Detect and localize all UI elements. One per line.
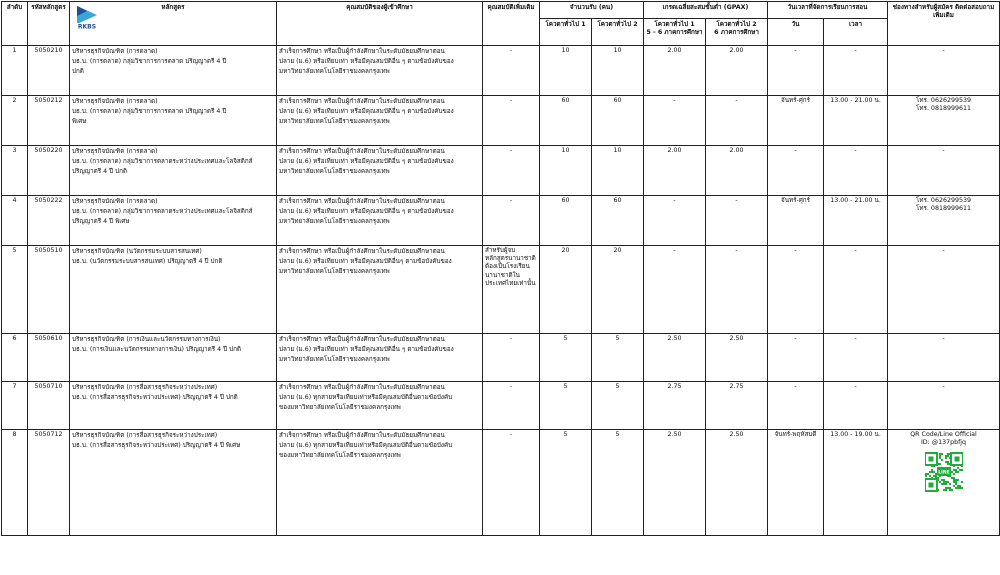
extra-qualification-line: - [509,47,513,54]
rkbs-logo-icon [73,4,101,30]
qualification-line: สำเร็จการศึกษา หรือเป็นผู้กำลังศึกษาในระดับมัธยมศึกษาตอน [279,384,445,391]
qualification-line: มหาวิทยาลัยเทคโนโลยีราชมงคลกรุงเทพ [279,356,390,364]
qualification-line: สำเร็จการศึกษา หรือเป็นผู้กำลังศึกษาในระดับมัธยมศึกษาตอน [279,198,445,205]
program-line: บธ.บ. (นวัตกรรมระบบสารสนเทศ) ปริญญาตรี 4 ปี ปกติ [72,258,223,266]
contact-line: - [942,47,945,54]
row-program-cell [70,146,277,196]
row-code-cell [28,96,70,146]
qualification-line: ของมหาวิทยาลัยเทคโนโลยีราชมงคลกรุงเทพ [279,404,401,412]
program-line: บธ.บ. (การตลาด) กลุ่มวิชาการการตลาด ปริญญาตรี 4 ปี [72,58,227,66]
row-program-cell [70,246,277,334]
qualification-line: สำเร็จการศึกษา หรือเป็นผู้กำลังศึกษาในระดับมัธยมศึกษาตอน [279,248,445,255]
row-seats-quota2-cell [592,46,644,96]
program-line: บริหารธุรกิจบัณฑิต (การตลาด) [72,98,158,105]
extra-qualification-line: - [509,147,513,154]
row-extra-cell [483,146,540,196]
contact-line: - [942,147,945,154]
exam-time: - [854,247,857,254]
row-extra-cell [483,196,540,246]
logo-text: RKBS [77,23,97,30]
row-extra-cell [483,430,540,536]
qualification-line: ปลาย (ม.6) หรือเทียบเท่า หรือมีคุณสมบัติอื่น ๆ ตามข้อบังคับของ [279,346,454,354]
row-program-cell [70,196,277,246]
row-seats-quota1-cell [540,196,592,246]
row-number: 6 [12,335,17,342]
row-gpax-quota2-cell [706,196,768,246]
exam-day: จันทร์-ศุกร์ [781,197,811,204]
program-line: บธ.บ. (การตลาด) กลุ่มวิชาการตลาดระหว่างประเทศและโลจิสติกส์ [72,208,253,216]
row-gpax-quota1-cell [644,46,706,96]
qualification-line: มหาวิทยาลัยเทคโนโลยีราชมงคลกรุงเทพ [279,268,390,276]
program-code: 5050210 [34,47,63,54]
gpax-quota2: - [735,97,738,104]
row-program-cell [70,96,277,146]
row-qualification-cell [277,96,483,146]
contact-line: โทร. 0818999611 [916,205,971,213]
exam-day: - [794,147,797,154]
program-code: 5050712 [34,431,63,438]
seats-quota2: 5 [615,383,620,390]
row-code-cell [28,246,70,334]
program-code: 5050510 [34,247,63,254]
row-contact-cell [888,96,1000,146]
header-exam-day: วัน [768,19,824,46]
row-gpax-quota2-cell [706,382,768,430]
row-no-cell [2,46,28,96]
exam-day: - [794,335,797,342]
row-no-cell [2,430,28,536]
gpax-quota1: - [673,97,676,104]
seats-quota1: 10 [561,47,570,54]
row-exam-day-cell [768,46,824,96]
row-gpax-quota2-cell [706,334,768,382]
gpax-quota2: - [735,247,738,254]
seats-quota2: 10 [613,147,622,154]
seats-quota1: 60 [561,97,570,104]
seats-quota2: 60 [613,197,622,204]
gpax-quota2: 2.75 [729,383,744,390]
header-gpax-quota1-sub: 5 - 6 ภาคการศึกษา [646,29,703,37]
seats-quota1: 60 [561,197,570,204]
row-gpax-quota1-cell [644,246,706,334]
program-line: พิเศษ [72,118,87,126]
program-line: บริหารธุรกิจบัณฑิต (การตลาด) [72,148,158,155]
header-seats-quota1: โควตาทั่วไป 1 [540,19,592,46]
line-badge-text: LINE [937,470,950,476]
qualification-line: ปลาย (ม.6) หรือเทียบเท่า หรือมีคุณสมบัติอื่น ๆ ตามข้อบังคับของ [279,58,454,66]
row-gpax-quota1-cell [644,382,706,430]
seats-quota1: 20 [561,247,570,254]
row-exam-time-cell [824,196,888,246]
qualification-line: ปลาย (ม.6) ทุกสายหรือเทียบเท่าหรือมีคุณสมบัติอื่นตามข้อบังคับ [279,442,453,450]
seats-quota2: 60 [613,97,622,104]
extra-qualification-line: นานาชาติใน [485,271,520,279]
extra-qualification-line: สำหรับผู้จบ [485,247,516,254]
row-exam-day-cell [768,382,824,430]
table-row [2,196,1000,246]
header-contact: ช่องทางสำหรับผู้สมัคร ติดต่อสอบถามเพิ่มเติม [888,2,1000,46]
seats-quota2: 20 [613,247,622,254]
program-code: 5050220 [34,147,63,154]
header-extra-qualification: คุณสมบัติเพิ่มเติม [483,2,540,46]
header-exam: วันเวลาที่จัดการเรียนการสอน [768,2,888,19]
row-qualification-cell [277,46,483,96]
exam-day: จันทร์-พฤหัสบดี [774,431,817,438]
row-contact-cell [888,46,1000,96]
program-line: บริหารธุรกิจบัณฑิต (นวัตกรรมระบบสารสนเทศ) [72,248,202,255]
row-exam-time-cell [824,96,888,146]
row-number: 8 [12,431,17,438]
row-no-cell [2,96,28,146]
exam-time: - [854,147,857,154]
extra-qualification-line: ประเทศไทยเท่านั้น [485,279,536,287]
row-number: 5 [12,247,17,254]
contact-line: โทร. 0818999611 [916,105,971,113]
header-qualification: คุณสมบัติของผู้เข้าศึกษา [277,2,483,46]
program-code: 5050222 [34,197,63,204]
gpax-quota2: 2.00 [729,147,744,154]
row-contact-cell [888,196,1000,246]
header-gpax-quota1 [644,19,706,46]
row-gpax-quota1-cell [644,196,706,246]
program-line: บธ.บ. (การสื่อสารธุรกิจระหว่างประเทศ) ปริญญาตรี 4 ปี ปกติ [72,394,238,402]
row-gpax-quota1-cell [644,146,706,196]
row-qualification-cell [277,382,483,430]
program-table [1,1,1000,536]
gpax-quota1: 2.75 [667,383,682,390]
table-row [2,334,1000,382]
program-line: ปริญญาตรี 4 ปี พิเศษ [72,218,130,226]
row-extra-cell [483,382,540,430]
program-line: บริหารธุรกิจบัณฑิต (การตลาด) [72,198,158,205]
seats-quota1: 5 [563,431,568,438]
exam-time: - [854,383,857,390]
extra-qualification-line: ต้องเป็นโรงเรียน [485,263,530,271]
row-number: 3 [12,147,17,154]
row-exam-time-cell [824,146,888,196]
qualification-line: สำเร็จการศึกษา หรือเป็นผู้กำลังศึกษาในระดับมัธยมศึกษาตอน [279,48,445,55]
header-seats: จำนวนรับ (คน) [540,2,644,19]
row-no-cell [2,246,28,334]
gpax-quota1: 2.50 [667,335,682,342]
program-line: บธ.บ. (การตลาด) กลุ่มวิชาการการตลาด ปริญญาตรี 4 ปี [72,108,227,116]
row-seats-quota2-cell [592,246,644,334]
qualification-line: ปลาย (ม.6) หรือเทียบเท่า หรือมีคุณสมบัติอื่น ๆ ตามข้อบังคับของ [279,158,454,166]
row-qualification-cell [277,146,483,196]
row-seats-quota2-cell [592,382,644,430]
qualification-line: สำเร็จการศึกษา หรือเป็นผู้กำลังศึกษาในระดับมัธยมศึกษาตอน [279,432,445,439]
contact-line: - [942,335,945,342]
exam-time: 13.00 - 21.00 น. [830,97,881,104]
row-seats-quota1-cell [540,334,592,382]
row-gpax-quota1-cell [644,430,706,536]
row-extra-cell [483,334,540,382]
exam-time: 13.00 - 21.00 น. [830,197,881,204]
program-line: ปกติ [72,68,84,76]
qualification-line: สำเร็จการศึกษา หรือเป็นผู้กำลังศึกษาในระดับมัธยมศึกษาตอน [279,98,445,105]
row-contact-cell [888,430,1000,536]
exam-day: - [794,383,797,390]
row-exam-day-cell [768,146,824,196]
row-code-cell [28,430,70,536]
row-qualification-cell [277,246,483,334]
row-code-cell [28,196,70,246]
row-exam-time-cell [824,430,888,536]
row-contact-cell [888,146,1000,196]
row-exam-time-cell [824,46,888,96]
row-contact-cell [888,382,1000,430]
header-gpax-quota2-label: โควตาทั่วไป 2 [716,21,757,28]
row-exam-time-cell [824,246,888,334]
row-qualification-cell [277,430,483,536]
row-number: 2 [12,97,17,104]
row-extra-cell [483,46,540,96]
row-program-cell [70,382,277,430]
gpax-quota2: 2.50 [729,431,744,438]
row-qualification-cell [277,334,483,382]
row-gpax-quota1-cell [644,334,706,382]
row-exam-time-cell [824,382,888,430]
header-program-label: หลักสูตร [161,4,185,11]
row-seats-quota2-cell [592,430,644,536]
row-seats-quota2-cell [592,196,644,246]
row-code-cell [28,146,70,196]
row-seats-quota2-cell [592,96,644,146]
table-row [2,96,1000,146]
row-exam-day-cell [768,430,824,536]
qualification-line: ปลาย (ม.6) หรือเทียบเท่า หรือมีคุณสมบัติอื่น ๆ ตามข้อบังคับของ [279,208,454,216]
extra-qualification-line: - [509,97,513,104]
table-body [2,46,1000,536]
program-line: บริหารธุรกิจบัณฑิต (การสื่อสารธุรกิจระหว่างประเทศ) [72,384,218,391]
program-code: 5050212 [34,97,63,104]
row-gpax-quota2-cell [706,46,768,96]
qualification-line: ปลาย (ม.6) ทุกสายหรือเทียบเท่าหรือมีคุณสมบัติอื่นตามข้อบังคับ [279,394,453,402]
row-gpax-quota2-cell [706,246,768,334]
extra-qualification-line: - [509,383,513,390]
row-gpax-quota1-cell [644,96,706,146]
row-seats-quota1-cell [540,146,592,196]
qualification-line: มหาวิทยาลัยเทคโนโลยีราชมงคลกรุงเทพ [279,168,390,176]
header-program [70,2,277,46]
seats-quota2: 5 [615,431,620,438]
row-code-cell [28,46,70,96]
row-extra-cell [483,96,540,146]
row-no-cell [2,334,28,382]
exam-day: จันทร์-ศุกร์ [781,97,811,104]
row-gpax-quota2-cell [706,430,768,536]
row-exam-day-cell [768,246,824,334]
gpax-quota1: 2.50 [667,431,682,438]
contact-line: โทร. 0626299539 [916,97,971,104]
gpax-quota2: 2.00 [729,47,744,54]
program-code: 5050610 [34,335,63,342]
row-seats-quota1-cell [540,382,592,430]
program-line: บธ.บ. (การเงินและนวัตกรรมทางการเงิน) ปริญญาตรี 4 ปี ปกติ [72,346,242,354]
table-row [2,430,1000,536]
seats-quota2: 10 [613,47,622,54]
row-number: 1 [12,47,17,54]
header-code: รหัสหลักสูตร [28,2,70,46]
gpax-quota1: 2.00 [667,47,682,54]
exam-day: - [794,47,797,54]
gpax-quota1: - [673,247,676,254]
header-no: ลำดับ [2,2,28,46]
contact-line: โทร. 0626299539 [916,197,971,204]
qualification-line: ปลาย (ม.6) หรือเทียบเท่า หรือมีคุณสมบัติอื่น ๆ ตามข้อบังคับของ [279,108,454,116]
extra-qualification-line: - [509,335,513,342]
row-seats-quota1-cell [540,246,592,334]
qualification-line: มหาวิทยาลัยเทคโนโลยีราชมงคลกรุงเทพ [279,68,390,76]
header-gpax-quota2 [706,19,768,46]
contact-line: - [942,383,945,390]
row-gpax-quota2-cell [706,146,768,196]
qualification-line: มหาวิทยาลัยเทคโนโลยีราชมงคลกรุงเทพ [279,118,390,126]
header-gpax-quota1-label: โควตาทั่วไป 1 [654,21,695,28]
row-seats-quota2-cell [592,146,644,196]
seats-quota1: 5 [563,335,568,342]
row-contact-cell [888,334,1000,382]
extra-qualification-line: - [509,197,513,204]
row-exam-day-cell [768,96,824,146]
row-extra-cell [483,246,540,334]
gpax-quota2: 2.50 [729,335,744,342]
extra-qualification-line: หลักสูตรนานาชาติ [485,255,536,263]
exam-time: 13.00 - 19.00 น. [830,431,881,438]
seats-quota1: 10 [561,147,570,154]
row-seats-quota1-cell [540,96,592,146]
row-program-cell [70,334,277,382]
contact-line: QR Code/Line Official [910,431,977,438]
exam-time: - [854,335,857,342]
row-seats-quota2-cell [592,334,644,382]
line-qr-code-icon[interactable] [925,450,963,494]
gpax-quota1: - [673,197,676,204]
program-line: บริหารธุรกิจบัณฑิต (การตลาด) [72,48,158,55]
program-line: บธ.บ. (การตลาด) กลุ่มวิชาการตลาดระหว่างประเทศและโลจิสติกส์ [72,158,253,166]
seats-quota2: 5 [615,335,620,342]
table-row [2,146,1000,196]
exam-time: - [854,47,857,54]
row-program-cell [70,430,277,536]
header-gpax: เกรดเฉลี่ยสะสมขั้นต่ำ (GPAX) [644,2,768,19]
row-no-cell [2,196,28,246]
qualification-line: ปลาย (ม.6) หรือเทียบเท่า หรือมีคุณสมบัติอื่นๆ ตามข้อบังคับของ [279,258,452,266]
row-exam-time-cell [824,334,888,382]
row-number: 4 [12,197,17,204]
row-qualification-cell [277,196,483,246]
row-code-cell [28,334,70,382]
program-line: บริหารธุรกิจบัณฑิต (การเงินและนวัตกรรมทางการเงิน) [72,336,221,343]
exam-day: - [794,247,797,254]
row-exam-day-cell [768,196,824,246]
row-no-cell [2,382,28,430]
qualification-line: ของมหาวิทยาลัยเทคโนโลยีราชมงคลกรุงเทพ [279,452,401,460]
row-seats-quota1-cell [540,430,592,536]
program-line: ปริญญาตรี 4 ปี ปกติ [72,168,128,176]
extra-qualification-line: - [509,431,513,438]
program-line: บธ.บ. (การสื่อสารธุรกิจระหว่างประเทศ) ปริญญาตรี 4 ปี พิเศษ [72,442,241,450]
program-line: บริหารธุรกิจบัณฑิต (การสื่อสารธุรกิจระหว่างประเทศ) [72,432,218,439]
row-code-cell [28,382,70,430]
qualification-line: สำเร็จการศึกษา หรือเป็นผู้กำลังศึกษาในระดับมัธยมศึกษาตอน [279,148,445,155]
qualification-line: มหาวิทยาลัยเทคโนโลยีราชมงคลกรุงเทพ [279,218,390,226]
gpax-quota1: 2.00 [667,147,682,154]
gpax-quota2: - [735,197,738,204]
row-contact-cell [888,246,1000,334]
table-row [2,382,1000,430]
row-program-cell [70,46,277,96]
header-seats-quota2: โควตาทั่วไป 2 [592,19,644,46]
row-gpax-quota2-cell [706,96,768,146]
contact-line: ID: @137pbfjq [920,439,967,447]
row-seats-quota1-cell [540,46,592,96]
row-exam-day-cell [768,334,824,382]
qualification-line: สำเร็จการศึกษา หรือเป็นผู้กำลังศึกษาในระดับมัธยมศึกษาตอน [279,336,445,343]
header-exam-time: เวลา [824,19,888,46]
program-code: 5050710 [34,383,63,390]
contact-line: - [942,247,945,254]
seats-quota1: 5 [563,383,568,390]
table-row [2,46,1000,96]
row-no-cell [2,146,28,196]
table-row [2,246,1000,334]
row-number: 7 [12,383,17,390]
header-gpax-quota2-sub: 6 ภาคการศึกษา [714,29,759,37]
